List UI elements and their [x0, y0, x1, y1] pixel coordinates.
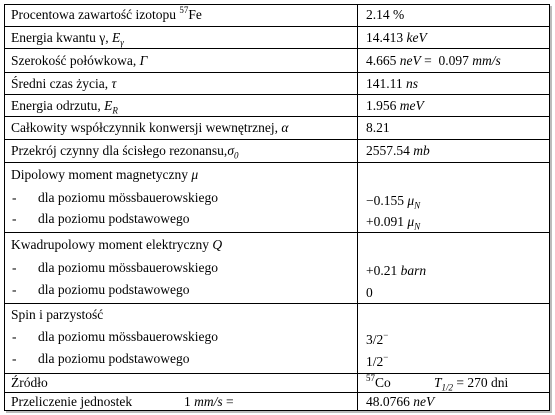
row-label: Całkowity współczynnik konwersji wewnętrznej, α: [11, 120, 289, 135]
sub-item-value: +0.21 barn: [366, 263, 427, 278]
list-dash: -: [12, 260, 17, 275]
value-cell: [358, 374, 549, 392]
sub-item-label: dla poziomu podstawowego: [38, 351, 190, 366]
row-value: 4.665 neV = 0.097 mm/s: [366, 53, 501, 68]
label-cell: [5, 117, 358, 139]
label-cell: [5, 49, 358, 72]
list-dash: -: [12, 211, 17, 226]
row-label: Energia kwantu γ, $E_\gamma$: [11, 30, 124, 48]
label-cell: [5, 73, 358, 94]
row-value: 2557.54 mb: [366, 143, 430, 158]
value-cell: [358, 27, 549, 48]
table-row: [5, 232, 549, 303]
value-cell: [358, 117, 549, 139]
label-cell: [5, 374, 358, 392]
label-cell: [5, 140, 358, 162]
value-cell: [358, 73, 549, 94]
sub-item-value: +0.091 $\mu_N$: [366, 214, 421, 232]
row-value: 48.0766 neV: [366, 394, 435, 409]
row-label: Przekrój czynny dla ścisłego $rezonansu,\sigma_0$: [11, 143, 239, 161]
table-row: [5, 116, 549, 139]
sub-item-label: dla poziomu podstawowego: [38, 282, 190, 297]
table-row: [5, 72, 549, 94]
row-label: Szerokość połówkowa, Γ: [11, 53, 148, 68]
label-cell: [5, 95, 358, 116]
table-row: [5, 48, 549, 72]
conversion-expression: 1 mm/s =: [184, 394, 234, 409]
table-row: [5, 139, 549, 162]
row-value: $^{57}$Co: [366, 372, 391, 390]
group-heading: Spin i parzystość: [11, 307, 104, 322]
sub-item-label: dla poziomu podstawowego: [38, 211, 190, 226]
row-value: 14.413 keV: [366, 30, 427, 45]
list-dash: -: [12, 190, 17, 205]
value-cell: [358, 95, 549, 116]
table-row: [5, 162, 549, 232]
sub-item-value: 0: [366, 285, 373, 300]
sub-item-label: dla poziomu mössbauerowskiego: [38, 190, 218, 205]
row-label: Średni czas życia, τ: [11, 76, 117, 91]
value-cell: [358, 233, 549, 303]
group-heading: Dipolowy moment magnetyczny μ: [11, 167, 199, 182]
row-value: 2.14 %: [366, 7, 405, 22]
table-row: [5, 26, 549, 48]
row-label: Źródło: [11, 375, 48, 390]
sub-item-label: dla poziomu mössbauerowskiego: [38, 329, 218, 344]
sub-item-value: 1/2−: [366, 351, 389, 369]
value-cell: [358, 163, 549, 232]
value-cell: [358, 393, 549, 410]
value-cell: [358, 49, 549, 72]
label-cell: [5, 163, 358, 232]
half-life-value: $T_{1/2} = 270$ dni: [434, 375, 509, 393]
list-dash: -: [12, 282, 17, 297]
label-cell: [5, 233, 358, 303]
value-cell: [358, 304, 549, 373]
row-value: 141.11 ns: [366, 76, 419, 91]
row-value: 1.956 meV: [366, 98, 424, 113]
table-row: [5, 5, 549, 26]
list-dash: -: [12, 329, 17, 344]
value-cell: [358, 140, 549, 162]
value-cell: [358, 5, 549, 26]
label-cell: [5, 5, 358, 26]
sub-item-value: −0.155 $\mu_N$: [366, 193, 421, 211]
table-row: [5, 303, 549, 373]
table-row: [5, 392, 549, 410]
row-label: Procentowa zawartość izotopu $^{57}$Fe: [11, 4, 202, 22]
group-heading: Kwadrupolowy moment elektryczny Q: [11, 237, 223, 252]
list-dash: -: [12, 351, 17, 366]
label-cell: [5, 393, 358, 410]
table-row: [5, 373, 549, 392]
isotope-properties-table: [4, 4, 550, 411]
row-label: Przeliczenie jednostek: [11, 394, 133, 409]
label-cell: [5, 304, 358, 373]
row-value: 8.21: [366, 120, 390, 135]
table-row: [5, 94, 549, 116]
sub-item-value: 3/2−: [366, 329, 389, 347]
row-label: Energia odrzutu, $E_R$: [11, 98, 118, 116]
sub-item-label: dla poziomu mössbauerowskiego: [38, 260, 218, 275]
label-cell: [5, 27, 358, 48]
